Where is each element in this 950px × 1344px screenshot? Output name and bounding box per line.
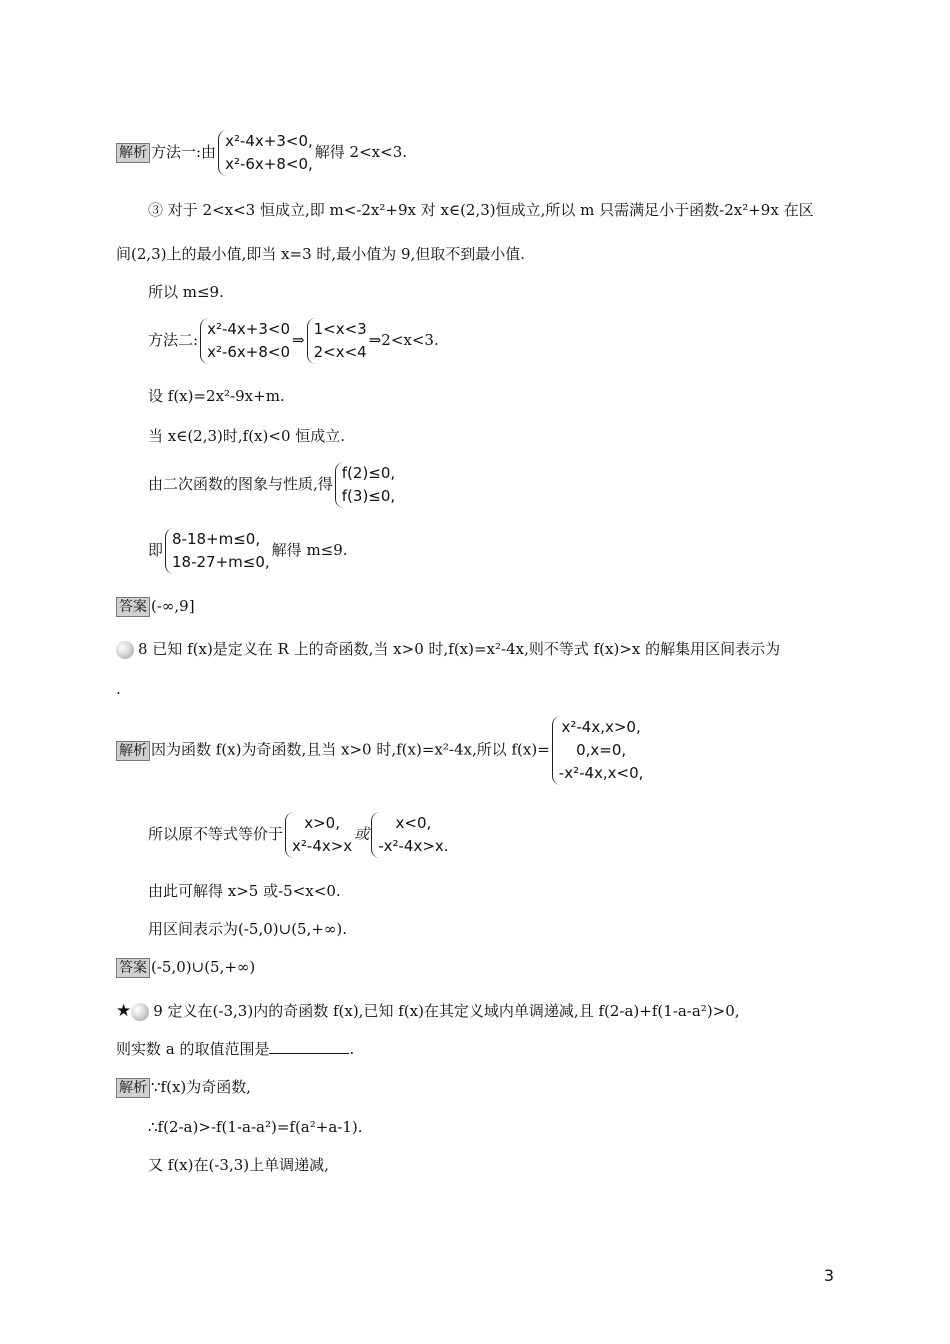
- star-icon: ★: [116, 1001, 132, 1021]
- p8-solution-2: [148, 812, 451, 858]
- p7-method2: [148, 318, 439, 364]
- p8-question: [116, 638, 780, 660]
- m2-system-1: x²-4x+3<0 x²-6x+8<0: [200, 318, 290, 364]
- jiexi-tag: 解析: [116, 741, 150, 761]
- p8-answer: [116, 956, 255, 978]
- p9-solution-2: ∴f(2-a)>-f(1-a-a²)=f(a²+a-1).: [148, 1118, 363, 1136]
- p8-system-b: x<0, -x²-4x>x.: [371, 812, 448, 858]
- p9-q2-suffix: .: [349, 1040, 355, 1058]
- l8-system: f(2)≤0, f(3)≤0,: [335, 462, 395, 508]
- jiexi-tag: 解析: [116, 1078, 150, 1098]
- p9-s1-text: ∵f(x)为奇函数,: [151, 1078, 252, 1096]
- m1-suffix: 解得 2<x<3.: [314, 143, 408, 161]
- p8-or: 或: [354, 825, 370, 843]
- p8-piecewise-system: x²-4x,x>0, 0,x=0, -x²-4x,x<0,: [552, 716, 644, 785]
- p9-question: [116, 1000, 740, 1022]
- p7-line4: 所以 m≤9.: [148, 283, 224, 301]
- circle-bullet-icon: [116, 641, 134, 659]
- p7-line3b: 间(2,3)上的最小值,即当 x=3 时,最小值为 9,但取不到最小值.: [116, 245, 526, 263]
- p8-question-text: 8 已知 f(x)是定义在 R 上的奇函数,当 x>0 时,f(x)=x²-4x,则不等式 f(x)>x 的解集用区间表示为: [138, 640, 781, 658]
- daan-tag: 答案: [116, 597, 150, 617]
- p8-question-tail: .: [116, 680, 121, 698]
- p8-answer-value: (-5,0)∪(5,+∞): [151, 958, 256, 976]
- daan-tag: 答案: [116, 958, 150, 978]
- p9-question-2: [116, 1038, 354, 1060]
- answer-blank: [269, 1039, 349, 1054]
- implies-arrow: ⇒: [292, 331, 305, 349]
- p8-s2-prefix: 所以原不等式等价于: [148, 825, 284, 843]
- p8-s1-text: 因为函数 f(x)为奇函数,且当 x>0 时,f(x)=x²-4x,所以 f(x)=: [151, 740, 550, 759]
- jiexi-tag: 解析: [116, 143, 150, 163]
- m1-system: x²-4x+3<0, x²-6x+8<0,: [218, 130, 313, 176]
- p9-q2-prefix: 则实数 a 的取值范围是: [116, 1040, 270, 1058]
- page-number: 3: [823, 1266, 834, 1285]
- p8-solution-1: [116, 716, 645, 785]
- p7-line3a: ③ 对于 2<x<3 恒成立,即 m<-2x²+9x 对 x∈(2,3)恒成立,所以 m 只需满足小于函数-2x²+9x 在区: [148, 201, 814, 219]
- p7-line8: [148, 462, 397, 508]
- p8-solution-3: 由此可解得 x>5 或-5<x<0.: [148, 882, 341, 900]
- p9-solution-1: [116, 1076, 251, 1098]
- p9-question-text: 9 定义在(-3,3)内的奇函数 f(x),已知 f(x)在其定义域内单调递减,且 f(2-a)+f(1-a-a²)>0,: [153, 1002, 740, 1020]
- p7-answer-value: (-∞,9]: [151, 597, 195, 615]
- m2-suffix: ⇒2<x<3.: [368, 331, 439, 349]
- circle-bullet-icon: [131, 1003, 149, 1021]
- p7-answer: [116, 595, 195, 617]
- p9-solution-3: 又 f(x)在(-3,3)上单调递减,: [148, 1156, 329, 1174]
- l8-prefix: 由二次函数的图象与性质,得: [148, 475, 333, 493]
- m2-system-2: 1<x<3 2<x<4: [307, 318, 367, 364]
- p8-solution-4: 用区间表示为(-5,0)∪(5,+∞).: [148, 920, 348, 938]
- p7-line6: 设 f(x)=2x²-9x+m.: [148, 387, 285, 405]
- m1-prefix: 方法一:由: [151, 143, 217, 161]
- l9-system: 8-18+m≤0, 18-27+m≤0,: [165, 528, 270, 574]
- p7-line7: 当 x∈(2,3)时,f(x)<0 恒成立.: [148, 427, 346, 445]
- p7-line9: [148, 528, 348, 574]
- p7-method1: [116, 130, 407, 176]
- p8-system-a: x>0, x²-4x>x: [285, 812, 352, 858]
- l9-suffix: 解得 m≤9.: [271, 541, 348, 559]
- m2-prefix: 方法二:: [148, 331, 199, 349]
- l9-prefix: 即: [148, 541, 164, 559]
